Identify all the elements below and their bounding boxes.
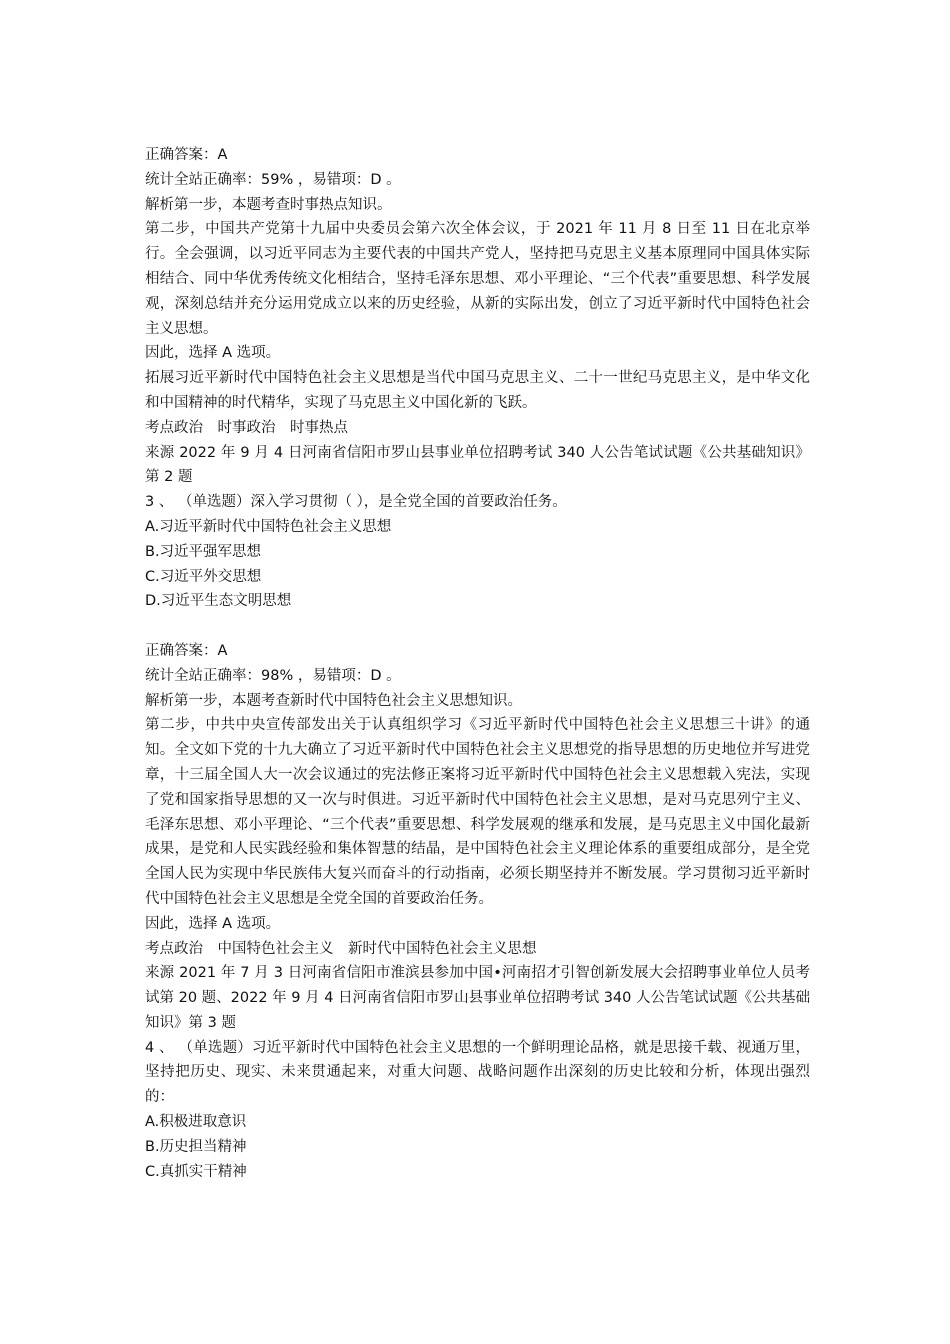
stats-line: 统计全站正确率：98% ，易错项：D 。	[145, 667, 401, 684]
question-option: B.习近平强军思想	[145, 543, 262, 560]
question-option: A.积极进取意识	[145, 1114, 247, 1131]
answer-line: 正确答案：A	[145, 147, 228, 163]
question-stem: 3 、 （单选题）深入学习贯彻（ ），是全党全国的首要政治任务。	[145, 494, 567, 511]
analysis-step2: 第二步，中国共产党第十九届中央委员会第六次全体会议，于 2021 年 11 月 8 日至 11 日在北京举行。全会强调，以习近平同志为主要代表的中国共产党人，坚持把马克思主义基本原理同中国具体实际相结合、同中华优秀传统文化相结合，坚持毛泽东思想、邓小平理论、“三个代表”重要思想、科学发展观，深刻总结并充分运用党成立以来的历史经验，从新的实际出发，创立了习近平新时代中国特色社会主义思想。	[145, 221, 810, 337]
source-paragraph: 来源 2021 年 7 月 3 日河南省信阳市淮滨县参加中国•河南招才引智创新发展大会招聘事业单位人员考试第 20 题、2022 年 9 月 4 日河南省信阳市罗山县事业单位招聘考试 340 人公告笔试试题《公共基础知识》第 3 题	[145, 965, 810, 1031]
document-page	[145, 143, 810, 1184]
question-option: C.真抓实干精神	[145, 1163, 247, 1180]
question-stem: 4 、 （单选题）习近平新时代中国特色社会主义思想的一个鲜明理论品格，就是思接千载、视通万里，坚持把历史、现实、未来贯通起来，对重大问题、战略问题作出深刻的历史比较和分析，体现出强烈的：	[145, 1039, 810, 1106]
answer-line: 正确答案：A	[145, 642, 228, 659]
spacer	[145, 614, 810, 639]
question-option: A.习近平新时代中国特色社会主义思想	[145, 518, 392, 535]
question-option: B.历史担当精神	[145, 1138, 247, 1155]
question-option: D.习近平生态文明思想	[145, 593, 292, 610]
question-option: C.习近平外交思想	[145, 568, 262, 585]
analysis-step2: 第二步，中共中央宣传部发出关于认真组织学习《习近平新时代中国特色社会主义思想三十讲》的通知。全文如下党的十九大确立了习近平新时代中国特色社会主义思想党的指导思想的历史地位并写进党章，十三届全国人大一次会议通过的宪法修正案将习近平新时代中国特色社会主义思想载入宪法，实现了党和国家指导思想的又一次与时俱进。习近平新时代中国特色社会主义思想，是对马克思列宁主义、毛泽东思想、邓小平理论、“三个代表”重要思想、科学发展观的继承和发展，是马克思主义中国化最新成果，是党和人民实践经验和集体智慧的结晶，是中国特色社会主义理论体系的重要组成部分，是全党全国人民为实现中华民族伟大复兴而奋斗的行动指南，必须长期坚持并不断发展。学习贯彻习近平新时代中国特色社会主义思想是全党全国的首要政治任务。	[145, 717, 810, 907]
stats-line: 统计全站正确率：59% ，易错项：D 。	[145, 171, 401, 188]
source-paragraph: 来源 2022 年 9 月 4 日河南省信阳市罗山县事业单位招聘考试 340 人公告笔试试题《公共基础知识》第 2 题	[145, 444, 810, 486]
topic-line: 考点政治 中国特色社会主义 新时代中国特色社会主义思想	[145, 940, 537, 957]
analysis-step1: 解析第一步，本题考查新时代中国特色社会主义思想知识。	[145, 692, 522, 709]
extension-paragraph: 拓展习近平新时代中国特色社会主义思想是当代中国马克思主义、二十一世纪马克思主义，是中华文化和中国精神的时代精华，实现了马克思主义中国化新的飞跃。	[145, 370, 810, 411]
conclusion-line: 因此，选择 A 选项。	[145, 915, 281, 932]
topic-line: 考点政治 时事政治 时事热点	[145, 419, 348, 436]
analysis-step1: 解析第一步，本题考查时事热点知识。	[145, 196, 392, 213]
conclusion-line: 因此，选择 A 选项。	[145, 345, 281, 362]
